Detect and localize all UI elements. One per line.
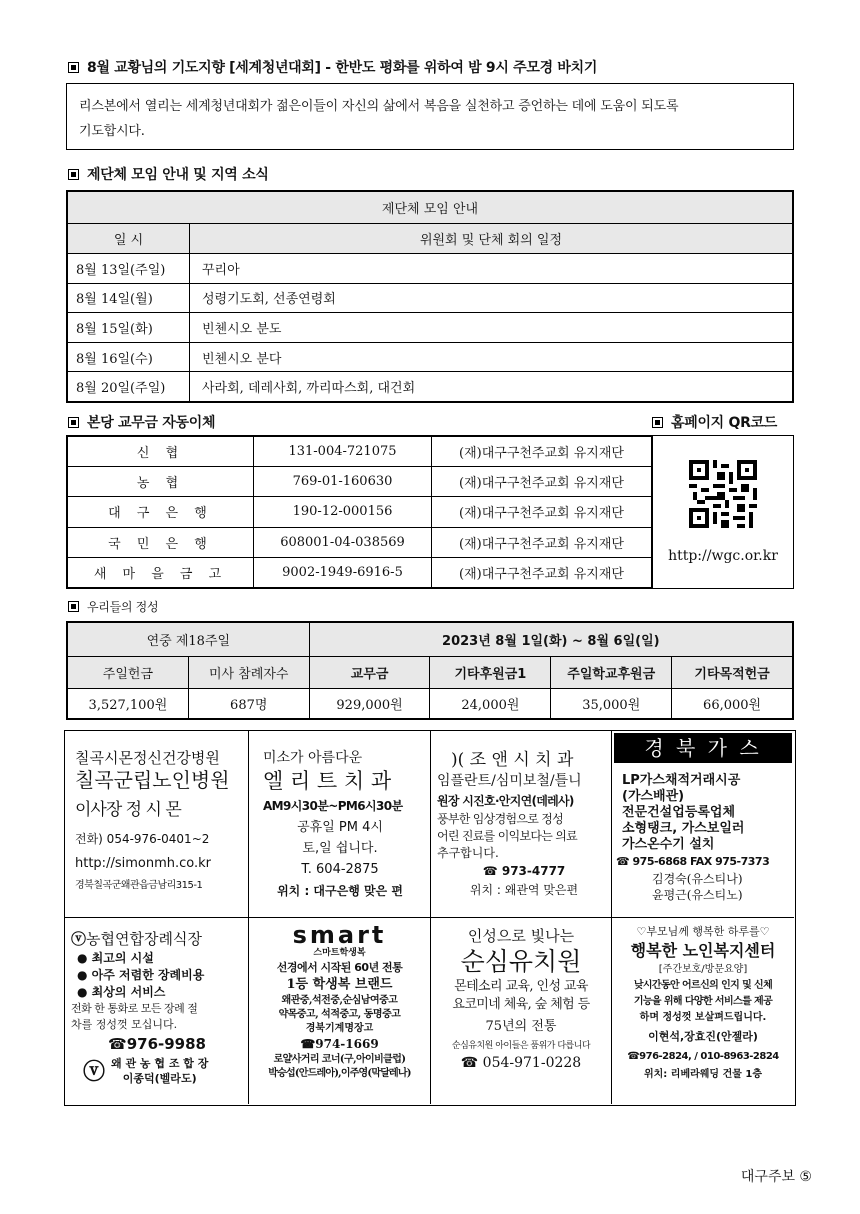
offering-value: 24,000원	[430, 689, 551, 719]
nh-logo-icon: ⓥ	[71, 930, 87, 948]
bank-name: 신 협	[68, 437, 254, 467]
table-row	[68, 254, 793, 284]
ad-gas-l8: 윤평근(유스티노)	[652, 888, 743, 902]
ad-joan-l4: 풍부한 임상경험으로 정성	[437, 812, 564, 826]
ad-elder-l5: 기능을 위해 다양한 서비스를 제공	[633, 996, 773, 1007]
ad-joan-l8: 위치 : 왜관역 맞은편	[469, 883, 579, 897]
bank-owner: (재)대구구천주교회 유지재단	[432, 437, 652, 467]
table-row	[68, 497, 652, 527]
col-date-header: 일 시	[68, 224, 190, 254]
ad-kinder-l4: 요코미네 체육, 숲 체험 등	[452, 997, 590, 1012]
prayer-line-1: 리스본에서 열리는 세계청년대회가 젊은이들이 자신의 삶에서 복음을 실천하고 증언하는 데에 도움이 되도록	[79, 99, 679, 114]
ad-gas-l7: 김경숙(유스티나)	[652, 872, 743, 886]
ad-elder-l9: 위치: 리베라웨딩 건물 1층	[643, 1069, 762, 1080]
offering-value: 929,000원	[309, 689, 430, 719]
square-bullet-icon	[68, 417, 79, 428]
offering-header: 기타후원금1	[430, 657, 551, 689]
ad-elder-l6: 하며 정성껏 보살펴드립니다.	[639, 1012, 767, 1023]
ad-smart-uniform	[249, 918, 431, 1104]
offering-header: 주일헌금	[68, 657, 189, 689]
ad-funeral-l6: 차를 정성껏 모십니다.	[71, 1018, 178, 1031]
bank-heading	[68, 412, 215, 432]
ad-kinder-l1: 인성으로 빛나는	[467, 927, 575, 945]
ad-elite-l2: 엘 리 트 치 과	[263, 769, 392, 793]
meetings-heading-text: 제단체 모임 안내 및 지역 소식	[87, 167, 269, 183]
ad-gas-l2: (가스배관)	[622, 789, 685, 804]
ad-funeral-l9: 이종덕(벨라도)	[122, 1071, 197, 1085]
table-row	[68, 342, 793, 372]
ad-gas-title: 경 북 가 스	[614, 733, 792, 763]
ad-funeral-l7: ☎976-9988	[108, 1035, 206, 1053]
square-bullet-icon	[68, 62, 79, 73]
bank-table	[66, 435, 653, 589]
meeting-events: 빈첸시오 분다	[190, 342, 793, 372]
ad-funeral-l5: 전화 한 통화로 모든 장례 절	[71, 1002, 198, 1015]
ad-smart-l2: 1등 학생복 브랜드	[286, 977, 393, 992]
offering-value: 66,000원	[672, 689, 793, 719]
ad-smart-l5: 경북기계명장고	[305, 1023, 374, 1034]
table-row	[68, 467, 652, 497]
ad-smart-l3: 왜관중,석전중,순심남여중고	[281, 995, 398, 1006]
ad-elite-dental	[249, 731, 431, 918]
bank-account: 190-12-000156	[254, 497, 432, 527]
offering-table	[66, 621, 794, 720]
qr-code-icon[interactable]	[689, 460, 757, 528]
ad-joan-l6: 추구합니다.	[437, 846, 499, 860]
tooth-icon: )(	[451, 750, 470, 770]
ad-joan-l7: ☎ 973-4777	[482, 864, 566, 878]
table-row	[68, 527, 652, 557]
prayer-heading-text: 8월 교황님의 기도지향 [세계청년대회] - 한반도 평화를 위하여 밤 9시 주모경 바치기	[87, 60, 598, 76]
offering-heading	[68, 598, 158, 615]
offering-heading-text: 우리들의 정성	[87, 600, 159, 614]
bank-account: 9002-1949-6916-5	[254, 557, 432, 587]
meetings-table	[66, 190, 794, 403]
meeting-events: 빈첸시오 분도	[190, 313, 793, 343]
offering-value: 35,000원	[551, 689, 672, 719]
ad-funeral-l3: ● 아주 저렴한 장례비용	[77, 968, 205, 982]
prayer-line-2: 기도합시다.	[79, 124, 145, 139]
ad-chilgok-l5[interactable]: http://simonmh.co.kr	[75, 856, 211, 871]
ad-gas-l1: LP가스채적거래시공	[622, 773, 741, 788]
ad-sunsim-kindergarten	[431, 918, 612, 1104]
homepage-url[interactable]: http://wgc.or.kr	[668, 548, 778, 564]
ad-kinder-l7: ☎ 054-971-0228	[460, 1055, 582, 1071]
ad-gas-l4: 소형탱크, 가스보일러	[622, 821, 745, 836]
col-events-header: 위원회 및 단체 회의 일정	[190, 224, 793, 254]
ad-joan-title: 조 앤 시 치 과	[469, 750, 574, 770]
ad-joan-l5: 어린 진료를 이익보다는 의료	[437, 829, 578, 843]
ad-elder-l4: 낮시간동안 어르신의 인지 및 신체	[633, 980, 773, 991]
table-row	[68, 283, 793, 313]
meeting-date: 8월 14일(월)	[68, 283, 190, 313]
ad-gyeongbuk-gas	[612, 731, 794, 918]
bank-account: 131-004-721075	[254, 437, 432, 467]
ad-kinder-l2: 순심유치원	[460, 947, 582, 976]
ad-funeral-l8: 왜 관 농 협 조 합 장	[111, 1056, 209, 1070]
bank-owner: (재)대구구천주교회 유지재단	[432, 467, 652, 497]
ad-funeral-l1	[71, 928, 248, 950]
ad-chilgok-l6: 경북칠곡군왜관읍금남리315-1	[75, 880, 203, 891]
ad-smart-l6: ☎974-1669	[300, 1037, 379, 1051]
offering-value: 687명	[188, 689, 309, 719]
ad-elite-l7: 위치 : 대구은행 맞은 편	[277, 884, 403, 898]
meeting-date: 8월 13일(주일)	[68, 254, 190, 284]
bank-owner: (재)대구구천주교회 유지재단	[432, 497, 652, 527]
ad-elder-welfare	[612, 918, 794, 1104]
ad-kinder-l5: 75년의 전통	[485, 1019, 557, 1034]
ad-joan-l1	[437, 749, 611, 771]
table-row	[68, 372, 793, 402]
ad-elder-l7: 이현석,장효진(안젤라)	[648, 1030, 758, 1043]
table-row	[68, 437, 652, 467]
ad-smart-sub: 스마트학생복	[313, 948, 366, 958]
ad-joan-l3: 원장 시진호·안지연(데레사)	[437, 794, 574, 808]
offering-header: 교무금	[309, 657, 430, 689]
offering-header: 미사 참례자수	[188, 657, 309, 689]
ad-funeral-title: 농협연합장례식장	[86, 930, 202, 948]
ad-smart-l1: 선경에서 시작된 60년 전통	[276, 961, 403, 974]
ad-smart-l7: 로얄사거리 코너(구,아이비클럽)	[273, 1054, 406, 1065]
bank-name: 새 마 을 금 고	[68, 557, 254, 587]
meeting-events: 꾸리아	[190, 254, 793, 284]
meeting-events: 성령기도회, 선종연령회	[190, 283, 793, 313]
ad-gas-l5: 가스온수기 설치	[622, 837, 715, 852]
ad-smart-logo: smart	[292, 921, 387, 949]
bank-account: 608001-04-038569	[254, 527, 432, 557]
ads-grid	[64, 730, 796, 1106]
ad-funeral-hall	[65, 918, 249, 1104]
ad-elite-l1: 미소가 아름다운	[263, 750, 363, 766]
bank-name: 대 구 은 행	[68, 497, 254, 527]
ad-elite-l3: AM9시30분~PM6시30분	[263, 799, 403, 813]
offering-week: 연중 제18주일	[68, 623, 310, 657]
meeting-date: 8월 20일(주일)	[68, 372, 190, 402]
square-bullet-icon	[652, 417, 663, 428]
ad-funeral-l4: ● 최상의 서비스	[77, 985, 166, 999]
bank-name: 국 민 은 행	[68, 527, 254, 557]
offering-period: 2023년 8월 1일(화) ~ 8월 6일(일)	[309, 623, 792, 657]
bank-owner: (재)대구구천주교회 유지재단	[432, 527, 652, 557]
nh-logo-icon: ⓥ	[83, 1060, 106, 1085]
meeting-events: 사라회, 데레사회, 까리따스회, 대건회	[190, 372, 793, 402]
ad-elder-l2: 행복한 노인복지센터	[630, 941, 776, 960]
ad-funeral-l2: ● 최고의 시설	[77, 951, 154, 965]
offering-header: 주일학교후원금	[551, 657, 672, 689]
ad-elite-l4: 공휴일 PM 4시	[297, 820, 383, 835]
ad-kinder-l3: 몬테소리 교육, 인성 교육	[454, 979, 588, 994]
ad-chilgok-l2: 칠곡군립노인병원	[75, 768, 230, 792]
ad-elite-l6: T. 604-2875	[301, 862, 379, 877]
meeting-date: 8월 16일(수)	[68, 342, 190, 372]
ad-gas-l3: 전문건설업등록업체	[622, 805, 736, 820]
page-footer: 대구주보 ⑤	[740, 1169, 812, 1185]
ad-chilgok-l4: 전화) 054-976-0401~2	[75, 832, 210, 846]
prayer-heading	[68, 57, 597, 77]
meetings-table-title: 제단체 모임 안내	[68, 192, 793, 224]
ad-elder-l1: ♡부모님께 행복한 하루를♡	[636, 925, 770, 938]
bank-name: 농 협	[68, 467, 254, 497]
ad-joan-l2: 임플란트/심미보철/틀니	[437, 773, 582, 789]
ad-gas-l6: ☎ 975-6868 FAX 975-7373	[616, 855, 770, 868]
ad-chilgok-l1: 칠곡시몬정신건강병원	[75, 749, 220, 767]
table-row	[68, 557, 652, 587]
qr-heading-text: 홈페이지 QR코드	[671, 415, 777, 431]
ad-smart-l4: 약목중고, 석적중고, 동명중고	[278, 1009, 401, 1020]
ad-elite-l5: 토,일 쉽니다.	[302, 841, 378, 856]
bank-heading-text: 본당 교무금 자동이체	[87, 415, 216, 431]
table-row	[68, 689, 793, 719]
bank-owner: (재)대구구천주교회 유지재단	[432, 557, 652, 587]
prayer-box	[66, 83, 794, 150]
ad-chilgok-l3: 이사장 정 시 몬	[75, 800, 181, 820]
ad-joan-dental	[431, 731, 612, 918]
meeting-date: 8월 15일(화)	[68, 313, 190, 343]
offering-value: 3,527,100원	[68, 689, 189, 719]
ad-kinder-l6: 순심유치원 아이들은 품위가 다릅니다	[451, 1041, 591, 1051]
offering-header: 기타목적헌금	[672, 657, 793, 689]
bank-account: 769-01-160630	[254, 467, 432, 497]
table-row	[68, 313, 793, 343]
ad-elder-l8: ☎976-2824, / 010-8963-2824	[627, 1051, 779, 1062]
meetings-heading	[68, 164, 269, 184]
square-bullet-icon	[68, 169, 79, 180]
square-bullet-icon	[68, 601, 79, 612]
ad-chilgok-hospital	[65, 731, 249, 918]
qr-heading	[652, 412, 777, 432]
qr-box	[652, 435, 794, 589]
ad-elder-l3: [주간보호/방문요양]	[658, 964, 748, 975]
ad-smart-l8: 박승섭(안드레아),이주영(막달레나)	[268, 1068, 411, 1079]
